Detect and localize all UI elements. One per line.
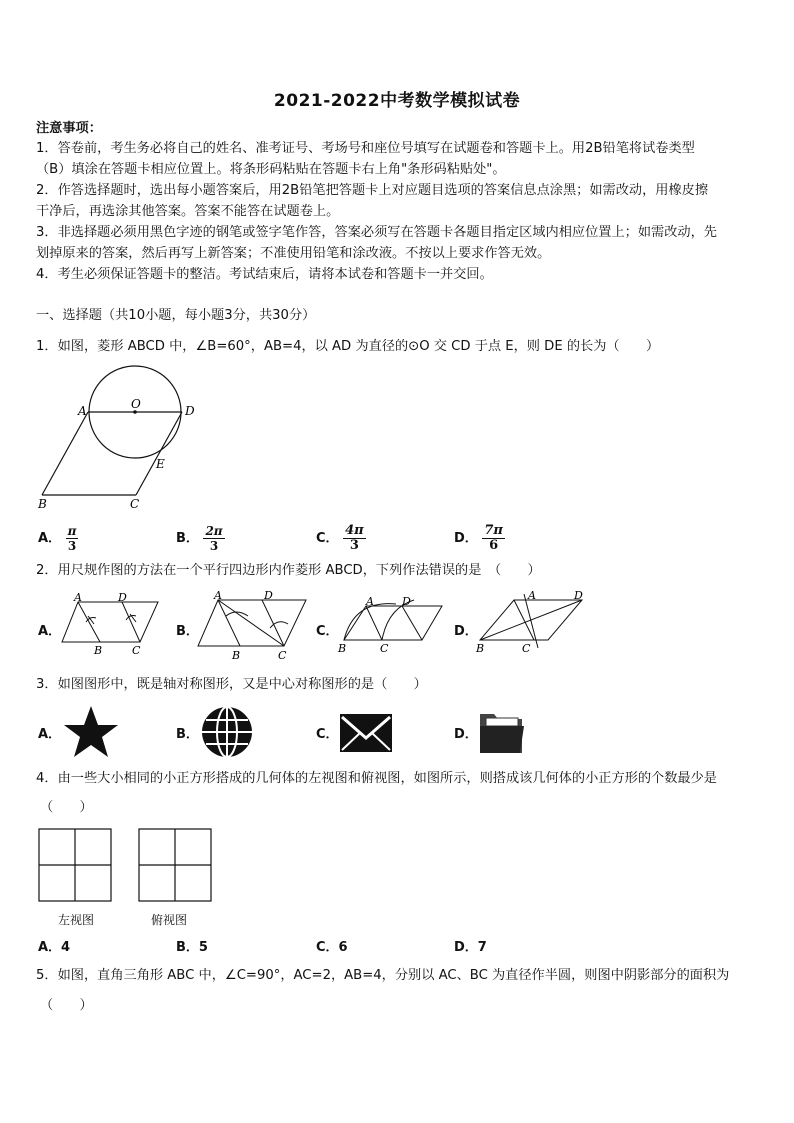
label-e: E [156, 457, 165, 471]
svg-text:C: C [522, 642, 531, 655]
label-c: C [130, 497, 140, 510]
question-1-text: 1．如图，菱形 ABCD 中，∠B=60°，AB=4，以 AD 为直径的⊙O 交 CD 于点 E，则 DE 的长为（ ） [36, 339, 660, 354]
label-b: B [38, 497, 47, 510]
q1-option-b[interactable]: B． $\frac{2\pi}{3}$ [176, 524, 223, 553]
q2-option-a[interactable]: A． [38, 624, 62, 639]
q2-option-c[interactable]: C． [316, 624, 339, 639]
svg-text:B: B [476, 642, 485, 655]
svg-text:D: D [118, 592, 127, 604]
svg-text:D: D [264, 589, 273, 602]
question-5-text: 5．如图，直角三角形 ABC 中，∠C=90°，AC=2，AB=4，分别以 AC、BC 为直径作半圆，则图中阴影部分的面积为 [36, 968, 730, 983]
rhombus-circle-figure [30, 360, 210, 510]
q2-option-b[interactable]: B． [176, 624, 199, 639]
q2-option-d[interactable]: D． [454, 624, 478, 639]
svg-text:C: C [132, 644, 141, 657]
section-heading: 一、选择题（共10小题，每小题3分，共30分） [36, 308, 316, 323]
notes-heading: 注意事项： [36, 121, 102, 136]
q3-option-c[interactable]: C． [316, 727, 339, 742]
folder-icon [476, 706, 528, 756]
left-view-grid [38, 828, 112, 902]
q4-option-d[interactable]: D．7 [454, 940, 487, 955]
svg-text:D: D [402, 595, 411, 608]
svg-text:C: C [278, 649, 287, 662]
star-icon [62, 704, 120, 760]
envelope-icon [338, 706, 394, 758]
label-o: O [131, 397, 141, 411]
note-line: 2．作答选择题时，选出每小题答案后，用2B铅笔把答题卡上对应题目选项的答案信息点涂黑；如需改动，用橡皮擦 [36, 183, 709, 198]
q2-figure-a [60, 592, 164, 658]
svg-text:A: A [214, 589, 222, 602]
note-line: 3．非选择题必须用黑色字迹的钢笔或签字笔作答，答案必须写在答题卡各题目指定区域内相应位置上；如需改动，先 [36, 225, 717, 240]
q3-option-a[interactable]: A． [38, 727, 62, 742]
globe-icon [198, 704, 256, 760]
question-4-blank: （ ） [40, 800, 93, 815]
q4-option-a[interactable]: A．4 [38, 940, 71, 955]
label-a: A [78, 404, 87, 418]
q2-figure-b [196, 588, 308, 662]
page-title: 2021-2022中考数学模拟试卷 [273, 91, 521, 111]
q1-option-d[interactable]: D． $\frac{7\pi}{6}$ [454, 523, 503, 553]
svg-text:C: C [380, 642, 389, 655]
q3-option-d[interactable]: D． [454, 727, 478, 742]
svg-text:D: D [574, 589, 583, 602]
note-line: 干净后，再选涂其他答案。答案不能答在试题卷上。 [36, 204, 340, 219]
q1-option-c[interactable]: C． $\frac{4\pi}{3}$ [316, 523, 364, 553]
label-d: D [185, 404, 195, 418]
q4-option-c[interactable]: C．6 [316, 940, 348, 955]
q3-option-b[interactable]: B． [176, 727, 199, 742]
q2-figure-c [336, 594, 448, 658]
svg-text:A: A [528, 589, 536, 602]
note-line: （B）填涂在答题卡相应位置上。将条形码粘贴在答题卡右上角"条形码粘贴处"。 [36, 162, 506, 177]
note-line: 划掉原来的答案，然后再写上新答案；不准使用铅笔和涂改液。不按以上要求作答无效。 [36, 246, 551, 261]
question-2-text: 2．用尺规作图的方法在一个平行四边形内作菱形 ABCD，下列作法错误的是 （ ） [36, 563, 541, 578]
svg-text:B: B [94, 644, 103, 657]
note-line: 4．考生必须保证答题卡的整洁。考试结束后，请将本试卷和答题卡一并交回。 [36, 267, 493, 282]
note-line: 1．答卷前，考生务必将自己的姓名、准考证号、考场号和座位号填写在试题卷和答题卡上。用2B铅笔将试卷类型 [36, 141, 695, 156]
question-5-blank: （ ） [40, 998, 93, 1013]
question-3-text: 3．如图图形中，既是轴对称图形，又是中心对称图形的是（ ） [36, 677, 427, 692]
top-view-label: 俯视图 [151, 913, 188, 927]
question-4-text: 4．由一些大小相同的小正方形搭成的几何体的左视图和俯视图，如图所示，则搭成该几何体的小正方形的个数最少是 [36, 771, 717, 786]
svg-text:B: B [338, 642, 347, 655]
svg-text:A: A [366, 595, 374, 608]
q4-option-b[interactable]: B．5 [176, 940, 208, 955]
q2-figure-d [474, 588, 590, 658]
left-view-label: 左视图 [58, 913, 95, 927]
svg-text:B: B [232, 649, 241, 662]
svg-text:A: A [74, 592, 82, 604]
top-view-grid [138, 828, 212, 902]
q1-option-a[interactable]: A． $\frac{\pi}{3}$ [38, 524, 77, 553]
